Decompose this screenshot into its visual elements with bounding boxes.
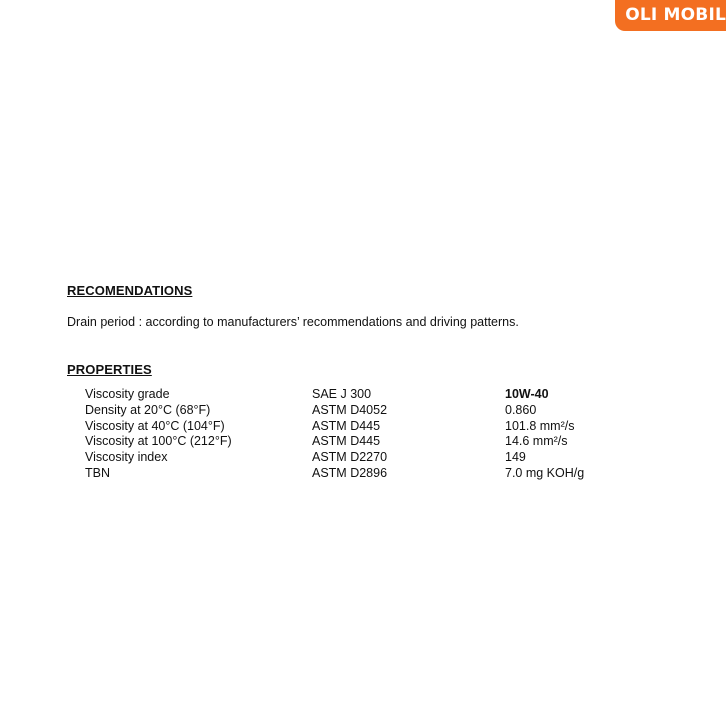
property-value: 7.0 mg KOH/g bbox=[505, 465, 585, 480]
property-value: 149 bbox=[505, 450, 526, 465]
property-row bbox=[85, 450, 655, 466]
properties-table bbox=[85, 387, 655, 482]
property-name: Density at 20°C (68°F) bbox=[85, 402, 211, 417]
property-row bbox=[85, 466, 655, 482]
property-row bbox=[85, 403, 655, 419]
recommendations-text: Drain period : according to manufacturers’ recommendations and driving patterns. bbox=[67, 315, 519, 329]
property-method: ASTM D4052 bbox=[312, 402, 388, 417]
property-method: SAE J 300 bbox=[312, 387, 372, 401]
property-method: ASTM D445 bbox=[312, 434, 381, 449]
property-value: 101.8 mm²/s bbox=[505, 418, 575, 433]
property-value: 0.860 bbox=[505, 402, 537, 417]
properties-heading: PROPERTIES bbox=[67, 362, 152, 377]
property-method: ASTM D445 bbox=[312, 418, 381, 433]
property-name: Viscosity at 40°C (104°F) bbox=[85, 418, 225, 433]
property-method: ASTM D2270 bbox=[312, 450, 388, 465]
property-name: Viscosity grade bbox=[85, 387, 170, 401]
property-method: ASTM D2896 bbox=[312, 465, 388, 480]
brand-badge: OLI MOBIL bbox=[615, 0, 726, 31]
property-name: Viscosity at 100°C (212°F) bbox=[85, 434, 232, 449]
property-row bbox=[85, 419, 655, 435]
recommendations-heading: RECOMENDATIONS bbox=[67, 283, 193, 298]
property-row bbox=[85, 387, 655, 403]
property-name: TBN bbox=[85, 465, 110, 480]
property-name: Viscosity index bbox=[85, 450, 168, 465]
property-row bbox=[85, 434, 655, 450]
property-value: 10W-40 bbox=[505, 387, 549, 401]
property-value: 14.6 mm²/s bbox=[505, 434, 568, 449]
